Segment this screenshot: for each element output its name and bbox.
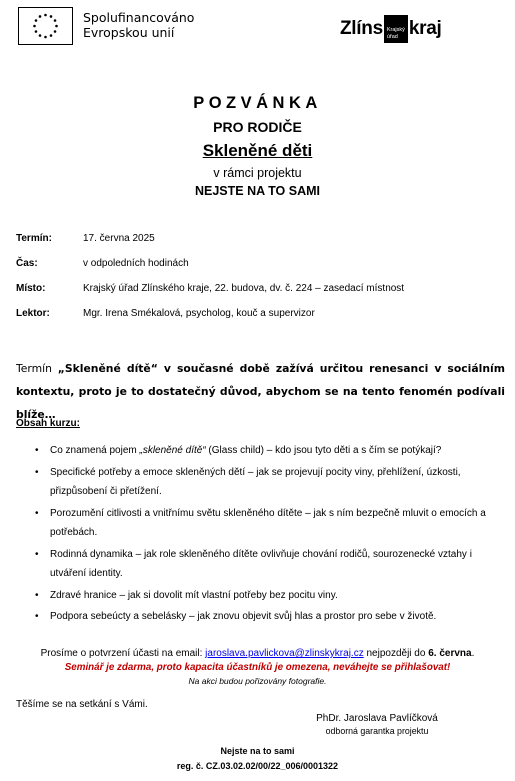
photo-notice: Na akci budou pořizovány fotografie.: [188, 676, 327, 686]
project-name: NEJSTE NA TO SAMI: [194, 184, 321, 198]
info-value-term: 17. června 2025: [83, 233, 155, 244]
eu-funding-text: [83, 10, 194, 40]
signer-role: odborná garantka projektu: [325, 726, 429, 736]
event-title: Skleněné děti: [202, 141, 313, 160]
deadline-date: 6. června: [428, 648, 472, 659]
bullet-icon: •: [35, 548, 39, 560]
list-item-text: Podpora sebeúcty a sebelásky – jak znovu objevit svůj hlas a prostor pro sebe v životě.: [50, 611, 437, 622]
invitation-heading: POZVÁNKA: [193, 94, 322, 112]
intro-prefix: Termín: [16, 362, 58, 375]
intro-rest: v současné době zažívá určitou renesanci v sociálním kontextu, proto je to dostatečný důvod, abychom se na tento fenomén podívali blíže…: [16, 362, 505, 421]
eu-star-icon: [44, 14, 47, 17]
info-label-term: Termín:: [16, 233, 52, 244]
eu-star-icon: [35, 19, 38, 22]
logo-word-zlins: Zlíns: [340, 18, 383, 39]
intro-paragraph: [16, 357, 505, 426]
info-value-lecturer: Mgr. Irena Smékalová, psycholog, kouč a supervizor: [83, 308, 315, 319]
eu-star-icon: [50, 34, 53, 37]
info-value-time: v odpoledních hodinách: [83, 258, 189, 269]
course-heading: Obsah kurzu:: [16, 418, 80, 429]
audience-heading: PRO RODIČE: [213, 119, 302, 135]
list-item-italic: „skleněné dítě“: [139, 445, 206, 456]
logo-badge-line-2: úřad: [386, 33, 398, 40]
logo-word-kraj: kraj: [408, 18, 442, 39]
bullet-icon: •: [35, 445, 39, 456]
eu-star-icon: [54, 19, 57, 22]
info-label-time: Čas:: [16, 258, 38, 269]
info-label-place: Místo:: [16, 283, 46, 294]
bullet-icon: •: [35, 466, 39, 478]
confirmation-line: [0, 648, 515, 659]
closing-greeting: Těšíme se na setkání s Vámi.: [16, 699, 148, 710]
confirmation-text: Prosíme o potvrzení účasti na email:: [40, 648, 206, 659]
course-list: [36, 441, 491, 629]
confirmation-end: .: [471, 648, 475, 659]
list-item-text: Zdravé hranice – jak si dovolit mít vlastní potřeby bez pocitu viny.: [50, 589, 338, 601]
eu-flag-logo: [18, 7, 73, 45]
eu-star-icon: [44, 36, 47, 39]
list-item-text: Porozumění citlivosti a vnitřnímu světu skleněného dítěte – jak s ním bezpečně mluvit o emocích a potřebách.: [50, 507, 486, 538]
signer-name: PhDr. Jaroslava Pavlíčková: [316, 713, 438, 724]
deadline-prefix: nejpozději do: [363, 648, 429, 659]
eu-star-icon: [35, 30, 38, 33]
bullet-icon: •: [35, 507, 39, 519]
list-item: [36, 545, 491, 584]
info-value-place: Krajský úřad Zlínského kraje, 22. budova, dv. č. 224 – zasedací místnost: [83, 283, 405, 294]
eu-line-1: Spolufinancováno: [83, 10, 195, 25]
info-label-lecturer: Lektor:: [16, 308, 50, 319]
eu-star-icon: [55, 25, 58, 28]
eu-star-icon: [50, 15, 53, 18]
eu-stars-icon: [19, 8, 72, 44]
zlinsky-kraj-logo: [340, 15, 441, 43]
eu-star-icon: [54, 30, 57, 33]
footer-registration-number: reg. č. CZ.03.02.02/00/22_006/0001322: [176, 761, 339, 771]
free-seminar-note: Seminář je zdarma, proto kapacita účastníků je omezena, neváhejte se přihlašovat!: [64, 662, 451, 673]
list-item: [36, 504, 491, 543]
logo-badge-line-1: Krajský: [386, 27, 405, 33]
list-item-text-end: (Glass child) – kdo jsou tyto děti a s čím se potýkají?: [205, 445, 442, 456]
list-item: [36, 607, 491, 627]
footer-project-name: Nejste na to sami: [220, 746, 295, 756]
project-intro: v rámci projektu: [213, 166, 302, 180]
eu-line-2: Evropskou unií: [83, 25, 175, 40]
bullet-icon: •: [35, 611, 39, 622]
logo-badge: [384, 15, 408, 43]
list-item: [36, 441, 491, 461]
email-link[interactable]: jaroslava.pavlickova@zlinskykraj.cz: [205, 648, 364, 659]
list-item-text: Rodinná dynamika – jak role skleněného dítěte ovlivňuje chování rodičů, sourozenecké vztahy i utváření identity.: [50, 548, 472, 579]
bullet-icon: •: [35, 589, 39, 601]
list-item: [36, 586, 491, 606]
eu-star-icon: [39, 15, 42, 18]
intro-quoted: „Skleněné dítě“: [57, 362, 158, 375]
list-item-text: Specifické potřeby a emoce skleněných dětí – jak se projevují pocity viny, přehlížení, úzkosti, přizpůsobení či přetížení.: [50, 466, 461, 497]
eu-star-icon: [39, 34, 42, 37]
eu-star-icon: [33, 25, 36, 28]
list-item: [36, 463, 491, 502]
list-item-text: Co znamená pojem: [50, 445, 140, 456]
